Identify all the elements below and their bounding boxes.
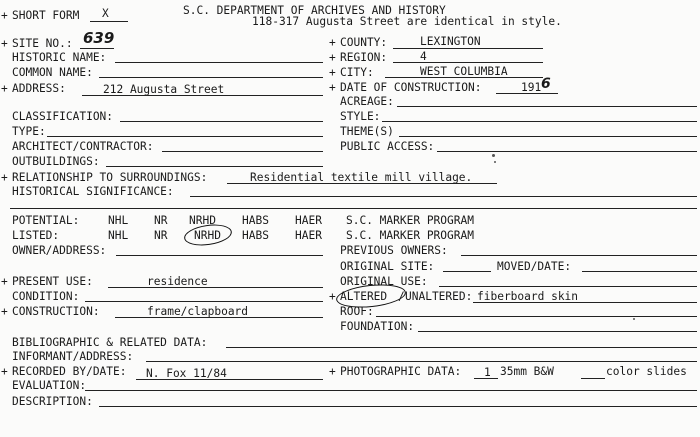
required-marker: +	[329, 81, 336, 94]
paper-speck	[633, 318, 635, 320]
potential-marker-program: S.C. MARKER PROGRAM	[346, 214, 474, 227]
required-marker: +	[1, 82, 8, 95]
unaltered-label: UNALTERED:	[405, 290, 473, 303]
city-label: CITY:	[340, 66, 374, 79]
photographic-data-label: PHOTOGRAPHIC DATA:	[340, 365, 462, 378]
listed-label: LISTED:	[12, 229, 60, 242]
altered-underline	[473, 302, 697, 303]
city-value: WEST COLUMBIA	[420, 65, 508, 78]
required-marker: +	[1, 275, 8, 288]
historic-name-underline	[115, 62, 323, 63]
original-site-label: ORIGINAL SITE:	[340, 260, 435, 273]
altered-label: ALTERED	[340, 290, 388, 303]
required-marker: +	[1, 365, 8, 378]
previous-owners-underline	[461, 255, 697, 256]
photo-color-label: color slides	[606, 365, 687, 378]
historical-significance-underline	[190, 196, 697, 197]
note-text: 118-317 Augusta Street are identical in style.	[252, 15, 562, 28]
original-use-underline	[439, 286, 697, 287]
site-no-value: 639	[83, 29, 115, 47]
potential-habs: HABS	[242, 214, 269, 227]
altered-slash: /	[398, 290, 405, 303]
potential-haer: HAER	[295, 214, 322, 227]
photo-count-value: 1	[484, 366, 491, 379]
evaluation-underline	[85, 390, 697, 391]
outbuildings-underline	[106, 166, 323, 167]
bibliographic-label: BIBLIOGRAPHIC & RELATED DATA:	[12, 336, 208, 349]
short-form-underline	[90, 21, 128, 22]
altered-value: fiberboard skin	[477, 290, 579, 303]
required-marker: +	[1, 305, 8, 318]
county-value: LEXINGTON	[420, 35, 481, 48]
public-access-underline	[437, 151, 697, 152]
foundation-underline	[418, 331, 697, 332]
common-name-label: COMMON NAME:	[12, 66, 93, 79]
listed-haer: HAER	[295, 229, 322, 242]
date-of-construction-label: DATE OF CONSTRUCTION:	[340, 81, 482, 94]
short-form-value: X	[102, 7, 109, 20]
required-marker: +	[329, 66, 336, 79]
paper-speck	[494, 161, 496, 163]
address-underline	[82, 95, 323, 96]
present-use-label: PRESENT USE:	[12, 275, 93, 288]
themes-underline	[399, 136, 697, 137]
type-label: TYPE:	[12, 125, 46, 138]
informant-address-underline	[146, 361, 697, 362]
recorded-by-value: N. Fox 11/84	[146, 367, 227, 380]
style-underline	[382, 121, 697, 122]
region-underline	[393, 62, 543, 63]
condition-label: CONDITION:	[12, 290, 80, 303]
informant-address-label: INFORMANT/ADDRESS:	[12, 350, 134, 363]
relationship-label: RELATIONSHIP TO SURROUNDINGS:	[12, 171, 208, 184]
foundation-label: FOUNDATION:	[340, 320, 415, 333]
required-marker: +	[329, 290, 336, 303]
roof-label: ROOF:	[340, 305, 374, 318]
original-use-label: ORIGINAL USE:	[340, 275, 428, 288]
historic-name-label: HISTORIC NAME:	[12, 51, 107, 64]
section-divider	[10, 208, 697, 209]
potential-nhl: NHL	[108, 214, 129, 227]
construction-label: CONSTRUCTION:	[12, 305, 100, 318]
moved-date-label: MOVED/DATE:	[497, 260, 572, 273]
bibliographic-underline	[226, 347, 697, 348]
recorded-by-label: RECORDED BY/DATE:	[12, 365, 127, 378]
acreage-underline	[397, 106, 697, 107]
description-underline	[99, 406, 697, 407]
county-label: COUNTY:	[340, 36, 388, 49]
potential-nrhd: NRHD	[189, 214, 216, 227]
paper-speck	[492, 154, 495, 157]
public-access-label: PUBLIC ACCESS:	[340, 140, 435, 153]
date-of-construction-value: 191	[521, 81, 542, 94]
description-label: DESCRIPTION:	[12, 395, 93, 408]
construction-underline	[115, 317, 323, 318]
listed-nhl: NHL	[108, 229, 129, 242]
evaluation-label: EVALUATION:	[12, 379, 87, 392]
required-marker: +	[1, 37, 8, 50]
required-marker: +	[329, 51, 336, 64]
required-marker: +	[329, 36, 336, 49]
owner-address-label: OWNER/ADDRESS:	[12, 244, 107, 257]
roof-underline	[376, 316, 697, 317]
architect-label: ARCHITECT/CONTRACTOR:	[12, 140, 154, 153]
listed-marker-program: S.C. MARKER PROGRAM	[346, 229, 474, 242]
architect-underline	[162, 151, 323, 152]
agency-title: S.C. DEPARTMENT OF ARCHIVES AND HISTORY	[183, 4, 446, 17]
photo-bw-label: 35mm B&W	[500, 365, 554, 378]
region-value: 4	[420, 50, 427, 63]
short-form-label: SHORT FORM	[12, 9, 80, 22]
previous-owners-label: PREVIOUS OWNERS:	[340, 244, 448, 257]
photo-color-underline	[581, 378, 605, 379]
site-no-underline	[80, 48, 114, 49]
owner-address-underline	[116, 255, 323, 256]
historical-significance-label: HISTORICAL SIGNIFICANCE:	[12, 185, 174, 198]
required-marker: +	[329, 365, 336, 378]
common-name-underline	[99, 77, 323, 78]
themes-label: THEME(S)	[340, 125, 394, 138]
outbuildings-label: OUTBUILDINGS:	[12, 155, 100, 168]
address-label: ADDRESS:	[12, 82, 66, 95]
classification-underline	[120, 121, 323, 122]
construction-value: frame/clapboard	[147, 305, 249, 318]
moved-date-underline	[582, 271, 697, 272]
style-label: STYLE:	[340, 110, 381, 123]
listed-nr: NR	[154, 229, 168, 242]
present-use-value: residence	[147, 275, 208, 288]
photo-count-underline	[474, 378, 498, 379]
date-of-construction-handwritten-digit: 6	[541, 76, 551, 92]
original-site-underline	[443, 271, 491, 272]
acreage-label: ACREAGE:	[340, 95, 394, 108]
classification-label: CLASSIFICATION:	[12, 110, 114, 123]
potential-nr: NR	[154, 214, 168, 227]
region-label: REGION:	[340, 51, 388, 64]
city-underline	[385, 77, 543, 78]
type-underline	[47, 136, 323, 137]
relationship-value: Residential textile mill village.	[250, 171, 473, 184]
condition-underline	[85, 301, 323, 302]
potential-label: POTENTIAL:	[12, 214, 80, 227]
address-value: 212 Augusta Street	[103, 83, 225, 96]
relationship-underline	[227, 183, 497, 184]
recorded-by-underline	[136, 379, 323, 380]
date-of-construction-underline	[496, 93, 558, 94]
present-use-underline	[108, 287, 323, 288]
county-underline	[393, 48, 543, 49]
site-no-label: SITE NO.:	[12, 37, 73, 50]
listed-nrhd: NRHD	[194, 229, 221, 242]
required-marker: +	[1, 9, 8, 22]
listed-habs: HABS	[242, 229, 269, 242]
required-marker: +	[1, 171, 8, 184]
